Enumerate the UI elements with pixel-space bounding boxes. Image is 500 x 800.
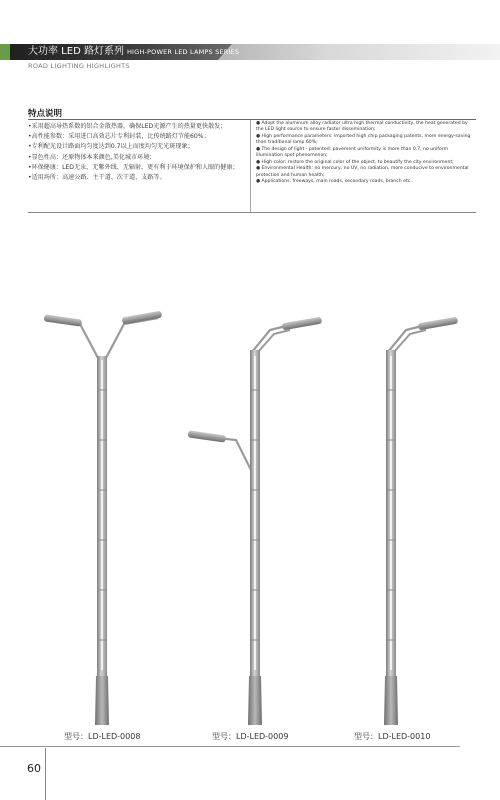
lamp-ld-led-0009 [188, 317, 323, 725]
feature-en-item: ● Applications: freeways, main roads, secondary roads, branch etc.. [256, 179, 414, 185]
feature-zh-item: •显色性高：还原物体本来颜色,美化城市环境； [28, 153, 156, 161]
feature-zh-item: •适用场所：高速公路、主干道、次干道、支路等。 [28, 174, 166, 182]
feature-en-item: ● Environmental Health: no mercury, no UV, no radiation, more conducive to environmental protection and human health; [256, 166, 469, 178]
feature-zh-item: •采用超高导热系数的铝合金散热器，确保LED光源产生的热量更快散发； [28, 123, 227, 130]
feature-zh-item: •高性能参数：采用进口高效芯片专利封装，比传统路灯节能60%； [28, 133, 210, 141]
features-zh-list [28, 122, 246, 183]
header-band-light [218, 44, 500, 60]
feature-en-item: ● The design of light - patented: pavement uniformity is more than 0.7, no uniform illumination spot phenomenon; [256, 146, 449, 159]
lamp-illustrations [0, 300, 500, 740]
model-label-0010: 型号：LD-LED-0010 [354, 732, 431, 741]
section-subtitle: ROAD LIGHTING HIGHLIGHTS [28, 62, 130, 70]
feature-en-item: ● High color: restore the original color of the object, to beautify the city environment; [256, 159, 454, 165]
header-accent-bar [0, 44, 10, 60]
features-top-rule [28, 119, 476, 120]
series-title [28, 45, 239, 59]
footer-rule [0, 746, 460, 747]
features-bottom-rule [28, 212, 476, 213]
feature-en-item: ● Adopt the aluminum alloy radiator ultra high thermal conductivity, the heat generated by the LED light source to ensure faster dissemination; [256, 121, 468, 133]
model-label-0009: 型号：LD-LED-0009 [212, 732, 289, 741]
page-number: 60 [27, 762, 41, 775]
feature-zh-item: •环保健康：LED无汞、无紫外线、无辐射、更有利于环境保护和人眼的健康； [28, 163, 239, 171]
feature-zh-item: •专利配光设计路面均匀度达到0.7以上而度均匀无光斑现象； [28, 143, 194, 151]
features-divider [250, 120, 251, 212]
series-title-zh: 大功率 LED 路灯系列 [28, 46, 124, 57]
feature-en-item: ● High performance parameters: imported high chip packaging patents, more energy-saving than traditional lamp 60%; [256, 133, 471, 146]
features-heading: 特点说明 [28, 109, 63, 119]
lamp-ld-led-0010 [384, 317, 458, 725]
features-en-list [256, 121, 474, 186]
lamp-ld-led-0008 [44, 311, 163, 725]
page-number-divider [45, 748, 46, 800]
model-label-0008: 型号：LD-LED-0008 [64, 732, 141, 741]
series-title-en: HIGH-POWER LED LAMPS SERIES [126, 48, 240, 56]
